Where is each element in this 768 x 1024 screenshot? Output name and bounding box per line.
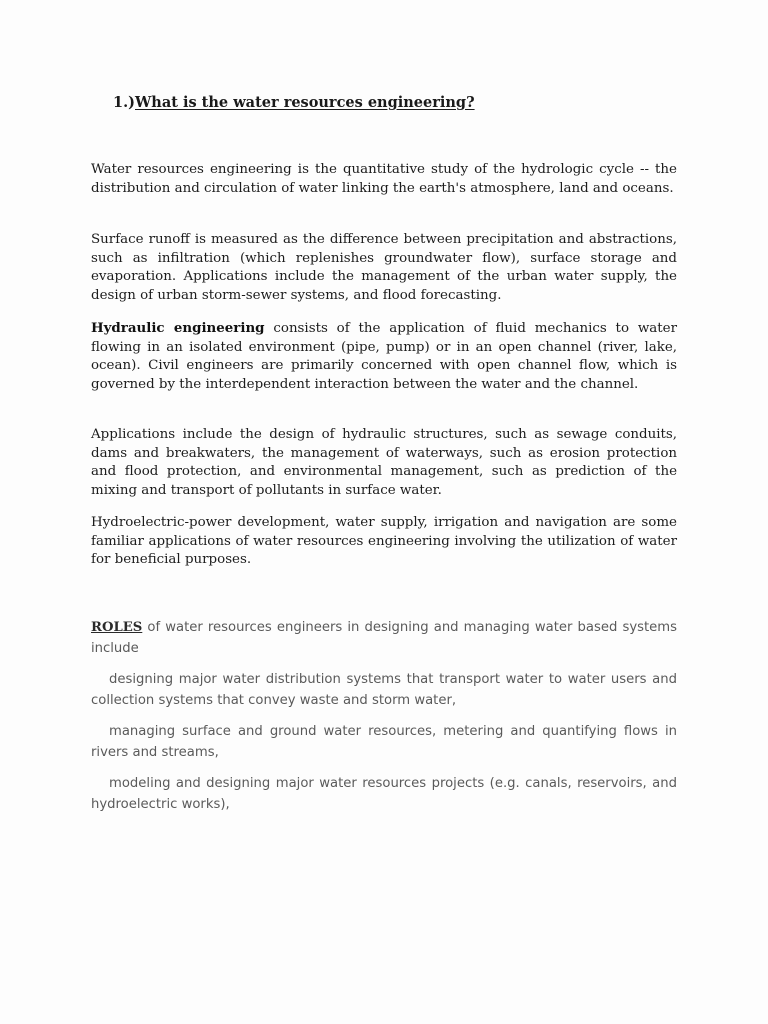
roles-item: designing major water distribution systems that transport water to water users and collection systems that convey waste and storm water, [91,672,677,708]
roles-keyword: ROLES [91,620,143,635]
paragraph-applications: Applications include the design of hydraulic structures, such as sewage conduits, dams and breakwaters, the management of waterways, such as erosion protection and flood protection, and environmental management, such as prediction of the mixing and transport of pollutants in surface water. [91,427,677,498]
paragraph-hydroelectric: Hydroelectric-power development, water supply, irrigation and navigation are some familiar applications of water resources engineering involving the utilization of water for beneficial purposes. [91,515,677,567]
paragraph-definition: Water resources engineering is the quantitative study of the hydrologic cycle -- the distribution and circulation of water linking the earth's atmosphere, land and oceans. [91,162,677,196]
roles-intro [91,617,677,659]
term-hydraulic-engineering: Hydraulic engineering [91,320,265,336]
paragraph-hydraulic-engineering [91,319,677,394]
roles-intro-text: of water resources engineers in designing and managing water based systems include [91,620,677,656]
heading-number: 1.) [113,94,135,111]
roles-item: modeling and designing major water resources projects (e.g. canals, reservoirs, and hydroelectric works), [91,776,677,812]
paragraph-hydraulic-text: consists of the application of fluid mechanics to water flowing in an isolated environment (pipe, pump) or in an open channel (river, lake, ocean). Civil engineers are primarily concerned with open channel flow, which is governed by the interdependent interaction between the water and the channel. [91,321,677,392]
paragraph-surface-runoff: Surface runoff is measured as the difference between precipitation and abstractions, such as infiltration (which replenishes groundwater flow), surface storage and evaporation. Applications include the management of the urban water supply, the design of urban storm-sewer systems, and flood forecasting. [91,232,677,303]
question-heading [113,94,475,111]
heading-title: What is the water resources engineering? [135,94,475,111]
roles-item: managing surface and ground water resources, metering and quantifying flows in rivers and streams, [91,724,677,760]
